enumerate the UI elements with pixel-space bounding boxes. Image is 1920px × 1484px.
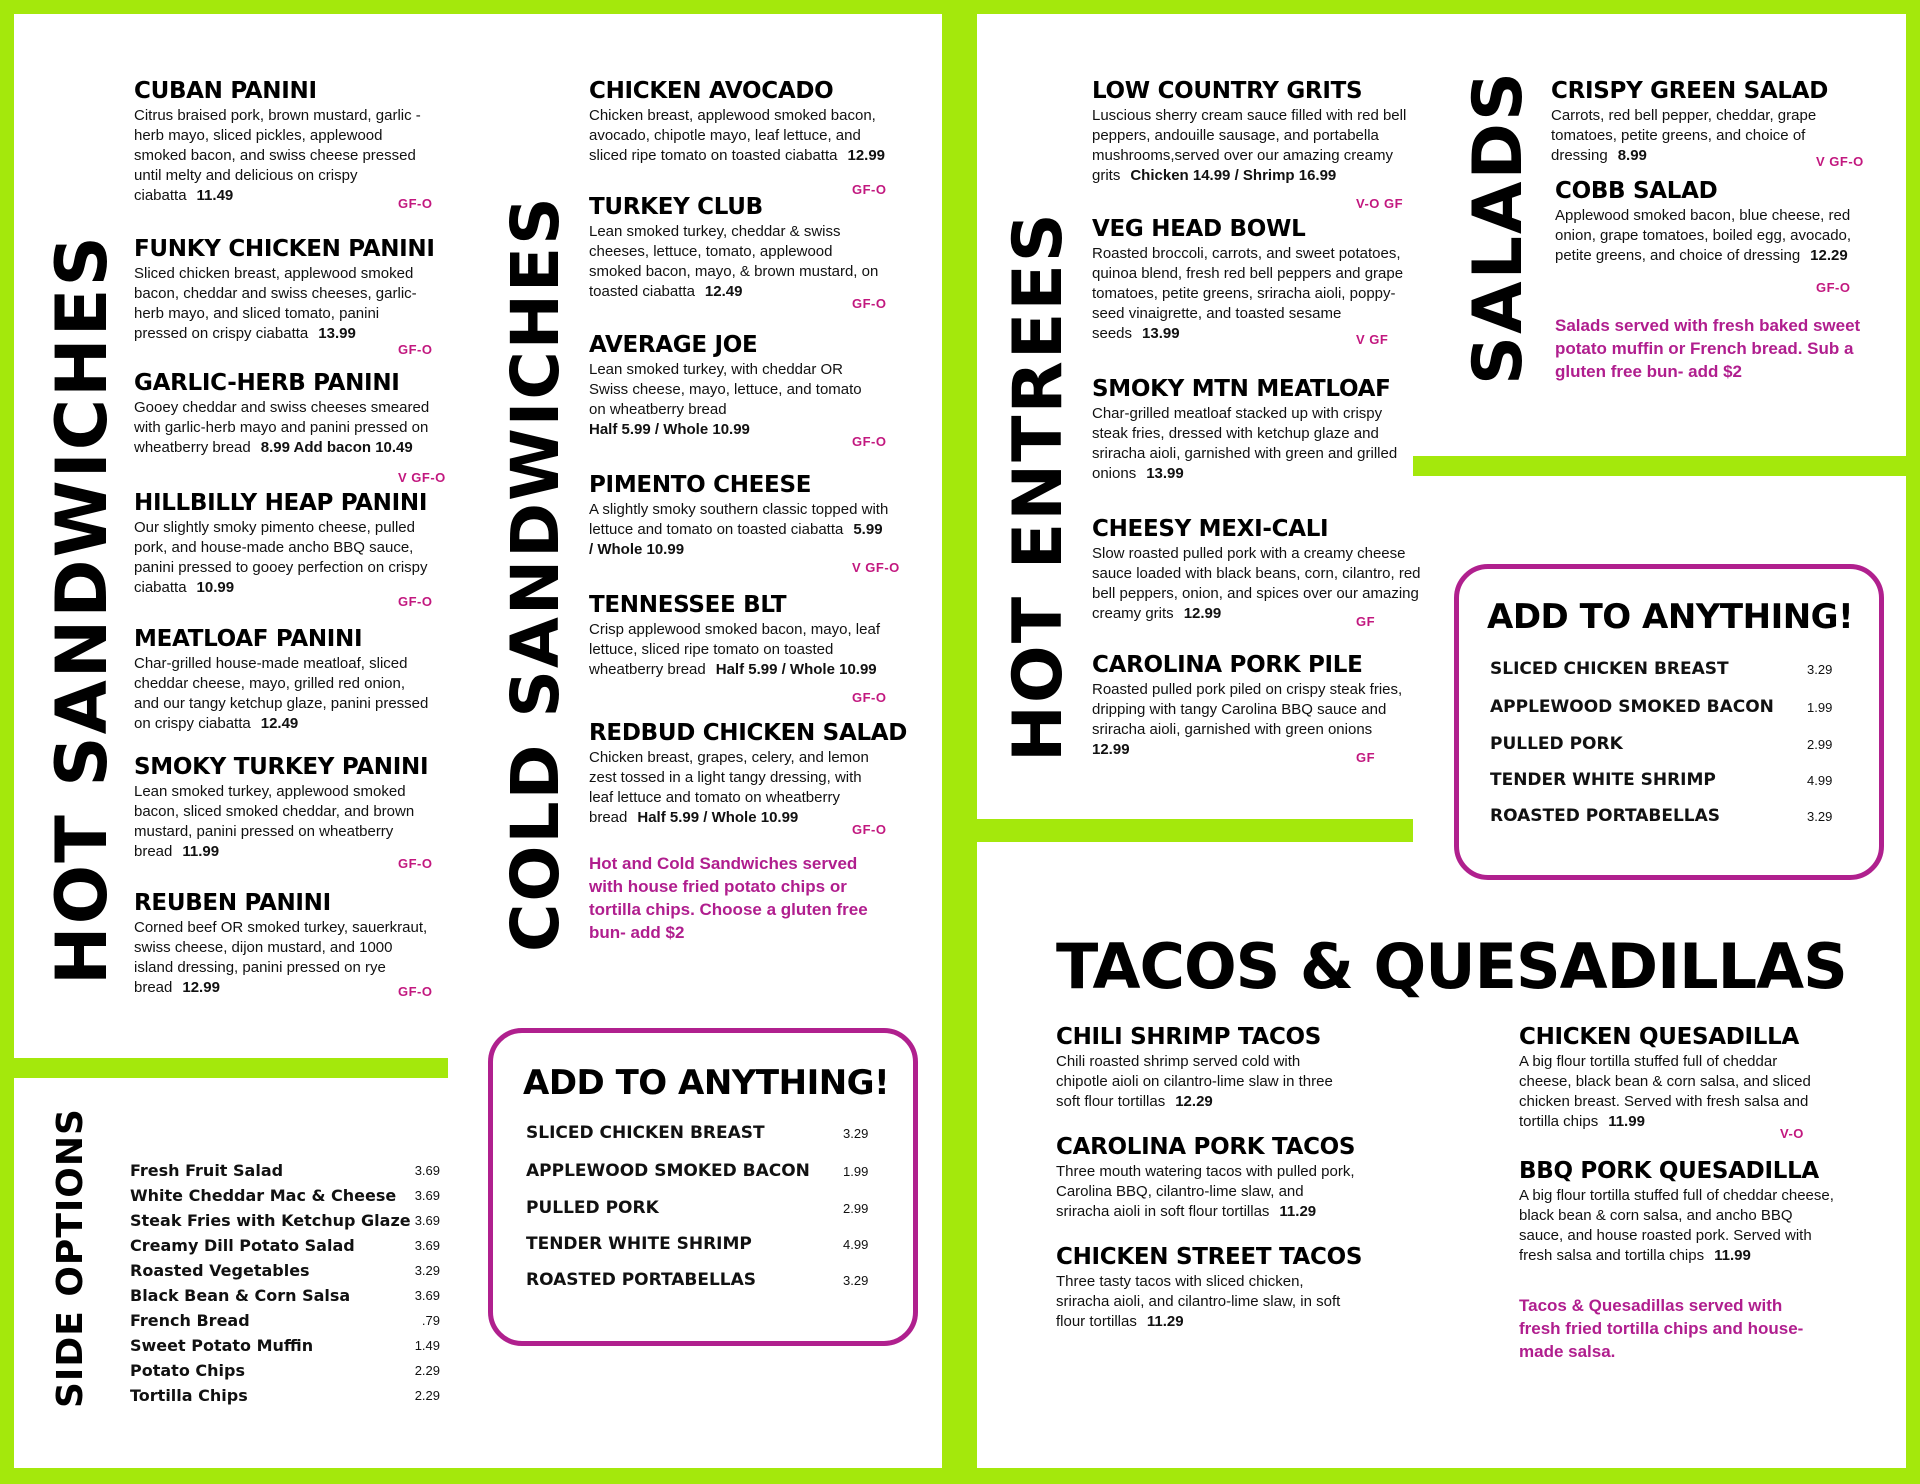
diet-tag: GF (1356, 750, 1376, 765)
side-name: Tortilla Chips (130, 1386, 248, 1405)
side-item (130, 1236, 440, 1256)
item-price: 11.29 (1146, 1313, 1184, 1330)
addon-price: 2.99 (1807, 737, 1833, 752)
item-name: CHILI SHRIMP TACOS (1056, 1024, 1322, 1050)
menu-item (589, 78, 899, 166)
diet-tag: GF-O (852, 434, 887, 449)
side-item (130, 1286, 440, 1306)
item-description (134, 518, 434, 598)
side-name: Black Bean & Corn Salsa (130, 1286, 351, 1305)
menu-item (1092, 78, 1422, 186)
item-price: Half 5.99 / Whole 10.99 (637, 809, 799, 826)
tacos-note: Tacos & Quesadillas served with fresh fried tortilla chips and house-made salsa. (1519, 1296, 1804, 1361)
item-description (1555, 206, 1855, 266)
side-price: 3.69 (414, 1213, 440, 1228)
menu-item (1092, 376, 1422, 484)
side-item (130, 1161, 440, 1181)
item-name: CHICKEN QUESADILLA (1519, 1024, 1800, 1050)
item-price: 12.99 (182, 979, 220, 996)
side-item (130, 1211, 440, 1231)
menu-item (1555, 178, 1855, 266)
item-price: 11.29 (1279, 1203, 1317, 1220)
menu-item (134, 490, 434, 598)
item-desc-text: Carrots, red bell pepper, cheddar, grape tomatoes, petite greens, and choice of dressing (1551, 107, 1817, 164)
item-name: CRISPY GREEN SALAD (1551, 78, 1829, 104)
item-name: GARLIC-HERB PANINI (134, 370, 400, 396)
side-item (130, 1311, 440, 1331)
item-desc-text: Char-grilled meatloaf stacked up with crispy steak fries, dressed with ketchup glaze and sriracha aioli, garnished with green and grilled onions (1092, 405, 1398, 482)
item-desc-text: Chicken breast, applewood smoked bacon, avocado, chipotle mayo, leaf lettuce, and sliced ripe tomato on toasted ciabatta (589, 107, 876, 164)
item-desc-text: Corned beef OR smoked turkey, sauerkraut, swiss cheese, dijon mustard, and 1000 island dressing, panini pressed on rye bread (134, 919, 428, 996)
side-price: .79 (421, 1313, 440, 1328)
side-item (130, 1261, 440, 1281)
item-name: SMOKY TURKEY PANINI (134, 754, 429, 780)
item-desc-text: Gooey cheddar and swiss cheeses smeared with garlic-herb mayo and panini pressed on wheatberry bread (134, 399, 430, 456)
item-description (589, 500, 889, 560)
side-name: French Bread (130, 1311, 250, 1330)
item-desc-text: Chili roasted shrimp served cold with chipotle aioli on cilantro-lime slaw in three soft flour tortillas (1056, 1053, 1333, 1110)
item-price: 8.99 (1617, 147, 1647, 164)
item-desc-text: Roasted broccoli, carrots, and sweet potatoes, quinoa blend, fresh red bell peppers and grape tomatoes, petite greens, sriracha aioli, poppy-seed vinaigrette, and toasted sesame seeds (1092, 245, 1404, 342)
item-price: 12.49 (260, 715, 299, 732)
addon-price: 3.29 (843, 1126, 869, 1141)
diet-tag: GF-O (852, 182, 887, 197)
addon-name: SLICED CHICKEN BREAST (526, 1123, 765, 1143)
item-description (1092, 544, 1422, 624)
side-price: 1.49 (414, 1338, 440, 1353)
addon-name: PULLED PORK (526, 1198, 659, 1218)
item-description (589, 106, 899, 166)
item-description (1092, 106, 1422, 186)
side-name: Steak Fries with Ketchup Glaze (130, 1211, 411, 1230)
side-name: Sweet Potato Muffin (130, 1336, 314, 1355)
menu-item (1551, 78, 1851, 166)
side-price: 3.69 (414, 1288, 440, 1303)
side-name: Creamy Dill Potato Salad (130, 1236, 355, 1255)
side-options-title: SIDE OPTIONS (50, 1108, 91, 1408)
menu-item (134, 370, 444, 458)
item-description (1056, 1162, 1356, 1222)
item-description (589, 222, 889, 302)
addon-name: TENDER WHITE SHRIMP (526, 1234, 752, 1254)
addon-price: 4.99 (843, 1237, 869, 1252)
item-desc-text: Lean smoked turkey, applewood smoked bacon, sliced smoked cheddar, and brown mustard, panini pressed on wheatberry bread (134, 783, 415, 860)
item-desc-text: A big flour tortilla stuffed full of cheddar cheese, black bean & corn salsa, and ancho BBQ sauce, and house roasted pork. Served with fresh salsa and tortilla chips (1519, 1187, 1834, 1264)
item-price: 11.49 (196, 187, 234, 204)
diet-tag: V GF-O (1816, 154, 1864, 169)
item-description (1092, 680, 1422, 760)
item-name: CHICKEN AVOCADO (589, 78, 834, 104)
item-description (134, 654, 434, 734)
item-name: HILLBILLY HEAP PANINI (134, 490, 428, 516)
menu-item (134, 626, 434, 734)
side-item (130, 1386, 440, 1406)
side-item (130, 1336, 440, 1356)
item-name: AVERAGE JOE (589, 332, 758, 358)
item-desc-text: Three tasty tacos with sliced chicken, sriracha aioli, and cilantro-lime slaw, in soft flour tortillas (1056, 1273, 1341, 1330)
add-to-anything-title: ADD TO ANYTHING! (523, 1063, 890, 1103)
side-price: 3.69 (414, 1238, 440, 1253)
menu-item (589, 332, 869, 440)
item-desc-text: Luscious sherry cream sauce filled with red bell peppers, andouille sausage, and portabella mushrooms,served over our amazing creamy grits (1092, 107, 1407, 184)
item-price: 12.99 (1092, 741, 1130, 758)
item-description (134, 106, 434, 206)
item-description (134, 782, 434, 862)
menu-item (1056, 1134, 1356, 1222)
item-price: 11.99 (1714, 1247, 1751, 1264)
item-price: 13.99 (1142, 325, 1180, 342)
cold-sandwiches-title: COLD SANDWICHES (497, 195, 574, 952)
item-price: 12.29 (1810, 247, 1848, 264)
tacos-title: TACOS & QUESADILLAS (1056, 930, 1847, 1003)
side-price: 3.69 (414, 1163, 440, 1178)
menu-item (589, 720, 908, 828)
item-name: CHICKEN STREET TACOS (1056, 1244, 1363, 1270)
diet-tag: GF-O (398, 342, 433, 357)
addon-name: PULLED PORK (1490, 734, 1623, 754)
addon-price: 1.99 (843, 1164, 869, 1179)
item-price: 11.99 (1608, 1113, 1645, 1130)
salads-title: SALADS (1459, 70, 1538, 385)
item-price: 10.99 (196, 579, 235, 596)
addon-price: 3.29 (843, 1273, 869, 1288)
side-price: 2.29 (414, 1388, 440, 1403)
menu-item (1092, 216, 1422, 344)
item-description (134, 264, 434, 344)
item-price: Half 5.99 / Whole 10.99 (589, 421, 750, 438)
item-desc-text: Lean smoked turkey, with cheddar OR Swiss cheese, mayo, lettuce, and tomato on wheatberry bread (589, 361, 862, 418)
item-desc-text: A big flour tortilla stuffed full of cheddar cheese, black bean & corn salsa, and sliced chicken breast. Served with fresh salsa and tortilla chips (1519, 1053, 1811, 1130)
item-name: PIMENTO CHEESE (589, 472, 812, 498)
menu-item (1519, 1158, 1839, 1266)
item-name: COBB SALAD (1555, 178, 1718, 204)
item-description (589, 748, 889, 828)
item-desc-text: Citrus braised pork, brown mustard, garlic -herb mayo, sliced pickles, applewood smoked bacon, and swiss cheese pressed until melty and delicious on crispy ciabatta (134, 107, 421, 204)
menu-item (589, 592, 909, 680)
add-to-anything-box (1454, 564, 1884, 880)
side-name: White Cheddar Mac & Cheese (130, 1186, 397, 1205)
item-name: TENNESSEE BLT (589, 592, 787, 618)
item-description (1092, 244, 1422, 344)
item-desc-text: Sliced chicken breast, applewood smoked bacon, cheddar and swiss cheeses, garlic-herb mayo, and sliced tomato, panini pressed on crispy ciabatta (134, 265, 417, 342)
item-desc-text: Lean smoked turkey, cheddar & swiss cheeses, lettuce, tomato, applewood smoked bacon, mayo, & brown mustard, on toasted ciabatta (589, 223, 879, 300)
diet-tag: GF-O (398, 856, 433, 871)
item-price: 8.99 Add bacon 10.49 (260, 439, 413, 456)
diet-tag: V-O GF (1356, 196, 1404, 211)
addon-name: APPLEWOOD SMOKED BACON (526, 1161, 810, 1181)
item-price: Chicken 14.99 / Shrimp 16.99 (1130, 167, 1337, 184)
item-description (1519, 1052, 1819, 1132)
item-price: 12.29 (1175, 1093, 1213, 1110)
diet-tag: GF-O (852, 822, 887, 837)
item-desc-text: Char-grilled house-made meatloaf, sliced cheddar cheese, mayo, grilled red onion, and our tangy ketchup glaze, panini pressed on crispy ciabatta (134, 655, 429, 732)
diet-tag: V GF-O (852, 560, 900, 575)
item-name: FUNKY CHICKEN PANINI (134, 236, 435, 262)
item-desc-text: Slow roasted pulled pork with a creamy cheese sauce loaded with black beans, corn, cilantro, red bell peppers, onion, and spices over our amazing creamy grits (1092, 545, 1421, 622)
item-price: 11.99 (182, 843, 220, 860)
addon-name: ROASTED PORTABELLAS (526, 1270, 757, 1290)
side-name: Roasted Vegetables (130, 1261, 310, 1280)
addon-price: 3.29 (1807, 809, 1833, 824)
addon-price: 1.99 (1807, 700, 1833, 715)
diet-tag: GF-O (398, 984, 433, 999)
diet-tag: GF-O (1816, 280, 1851, 295)
item-price: Half 5.99 / Whole 10.99 (715, 661, 877, 678)
add-to-anything-box (488, 1028, 918, 1346)
item-name: LOW COUNTRY GRITS (1092, 78, 1363, 104)
item-desc-text: Chicken breast, grapes, celery, and lemon zest tossed in a light tangy dressing, with leaf lettuce and tomato on wheatberry bread (589, 749, 869, 826)
item-price: 13.99 (1146, 465, 1184, 482)
item-desc-text: A slightly smoky southern classic topped with lettuce and tomato on toasted ciabatta (589, 501, 889, 538)
item-price: 13.99 (318, 325, 356, 342)
diet-tag: V-O (1780, 1126, 1804, 1141)
item-desc-text: Our slightly smoky pimento cheese, pulled pork, and house-made ancho BBQ sauce, panini pressed to gooey perfection on crispy ciabatta (134, 519, 428, 596)
item-desc-text: Crisp applewood smoked bacon, mayo, leaf lettuce, sliced ripe tomato on toasted wheatberry bread (589, 621, 880, 678)
item-description (589, 360, 869, 440)
salads-note: Salads served with fresh baked sweet potato muffin or French bread. Sub a gluten free bun- add $2 (1555, 316, 1861, 381)
menu-item (1092, 652, 1422, 760)
item-desc-text: Three mouth watering tacos with pulled pork, Carolina BBQ, cilantro-lime slaw, and sriracha aioli in soft flour tortillas (1056, 1163, 1355, 1220)
side-price: 2.29 (414, 1363, 440, 1378)
item-description (1519, 1186, 1839, 1266)
diet-tag: GF-O (398, 594, 433, 609)
item-name: REDBUD CHICKEN SALAD (589, 720, 908, 746)
item-name: CAROLINA PORK TACOS (1056, 1134, 1356, 1160)
addon-price: 4.99 (1807, 773, 1833, 788)
item-description (134, 918, 434, 998)
diet-tag: GF-O (398, 196, 433, 211)
menu-item (1056, 1024, 1356, 1112)
sandwich-sides-note: Hot and Cold Sandwiches served with house fried potato chips or tortilla chips. Choose a gluten free bun- add $2 (589, 854, 868, 942)
addon-name: ROASTED PORTABELLAS (1490, 806, 1721, 826)
item-description (1056, 1052, 1356, 1112)
addon-price: 2.99 (843, 1201, 869, 1216)
menu-item (1056, 1244, 1363, 1332)
item-name: BBQ PORK QUESADILLA (1519, 1158, 1819, 1184)
item-price: 12.49 (704, 283, 743, 300)
item-name: MEATLOAF PANINI (134, 626, 363, 652)
item-price: 12.99 (1183, 605, 1222, 622)
menu-item (134, 236, 434, 344)
hot-entrees-title: HOT ENTREES (999, 211, 1078, 762)
addon-price: 3.29 (1807, 662, 1833, 677)
item-desc-text: Roasted pulled pork piled on crispy steak fries, dripping with tangy Carolina BBQ sauce and sriracha aioli, garnished with green onions (1092, 681, 1403, 738)
item-name: CHEESY MEXI-CALI (1092, 516, 1329, 542)
side-name: Fresh Fruit Salad (130, 1161, 284, 1180)
addon-name: TENDER WHITE SHRIMP (1490, 770, 1716, 790)
tacos-panel-top (1413, 456, 1906, 476)
side-item (130, 1186, 440, 1206)
hot-side-divider (14, 1058, 448, 1078)
side-item (130, 1361, 440, 1381)
item-description (1056, 1272, 1356, 1332)
hot-sandwiches-title: HOT SANDWICHES (41, 234, 123, 985)
menu-item (1092, 516, 1422, 624)
diet-tag: V GF (1356, 332, 1389, 347)
diet-tag: GF-O (852, 690, 887, 705)
diet-tag: GF-O (852, 296, 887, 311)
side-price: 3.29 (414, 1263, 440, 1278)
item-name: TURKEY CLUB (589, 194, 763, 220)
add-to-anything-title: ADD TO ANYTHING! (1487, 597, 1854, 637)
item-name: CAROLINA PORK PILE (1092, 652, 1363, 678)
item-name: CUBAN PANINI (134, 78, 317, 104)
item-desc-text: Applewood smoked bacon, blue cheese, red onion, grape tomatoes, boiled egg, avocado, petite greens, and choice of dressing (1555, 207, 1852, 264)
item-description (1551, 106, 1851, 166)
addon-name: SLICED CHICKEN BREAST (1490, 659, 1729, 679)
side-price: 3.69 (414, 1188, 440, 1203)
menu-item (134, 754, 434, 862)
item-name: REUBEN PANINI (134, 890, 331, 916)
menu-item (589, 194, 889, 302)
item-name: SMOKY MTN MEATLOAF (1092, 376, 1391, 402)
menu-item (589, 472, 889, 560)
item-description (589, 620, 909, 680)
diet-tag: GF (1356, 614, 1376, 629)
addon-name: APPLEWOOD SMOKED BACON (1490, 697, 1774, 717)
diet-tag: V GF-O (398, 470, 446, 485)
side-name: Potato Chips (130, 1361, 245, 1380)
menu-item (1519, 1024, 1819, 1132)
item-price: 5.99 / Whole 10.99 (589, 521, 883, 558)
menu-item (134, 78, 434, 206)
item-description (1092, 404, 1422, 484)
item-price: 12.99 (847, 147, 886, 164)
menu-item (134, 890, 434, 998)
item-name: VEG HEAD BOWL (1092, 216, 1306, 242)
item-description (134, 398, 444, 458)
